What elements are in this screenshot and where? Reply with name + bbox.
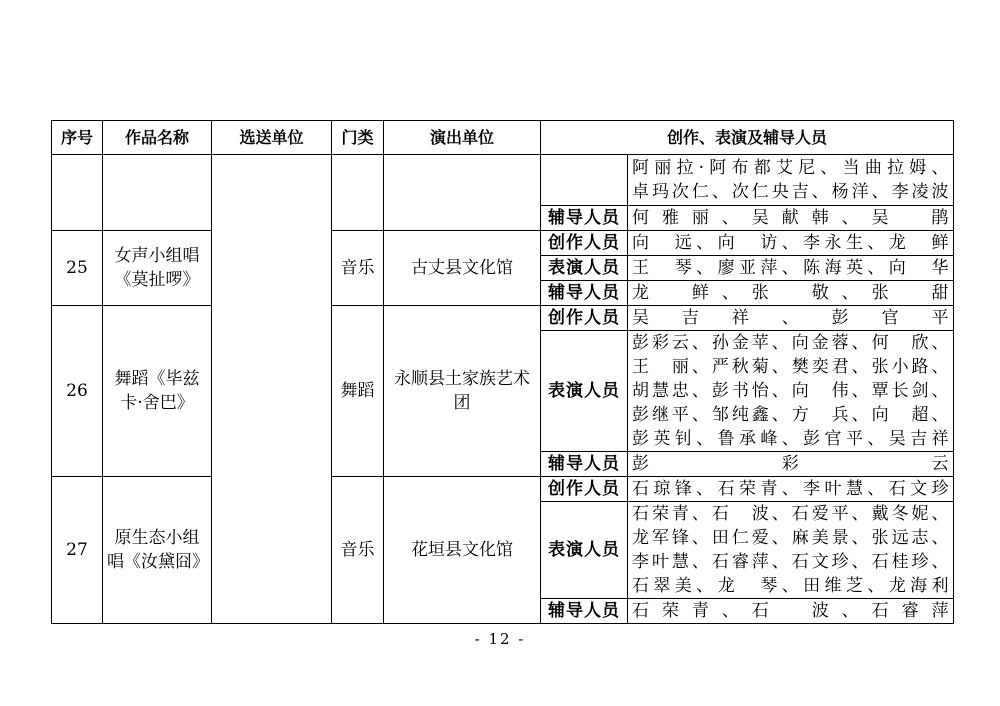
page-number: - 12 - xyxy=(474,630,526,648)
performer-line: 石翠美、龙 琴、田维芝、龙海利 xyxy=(632,576,950,596)
header-title: 作品名称 xyxy=(103,121,212,155)
performer-line: 彭彩云、孙金苹、向金蓉、何 欣、 xyxy=(632,333,950,353)
performer-line: 王 丽、严秋菊、樊奕君、张小路、 xyxy=(632,357,950,377)
role-perform: 表演人员 xyxy=(541,331,628,452)
cell-guides: 彭彩云 xyxy=(628,452,954,477)
role-guide: 辅导人员 xyxy=(541,281,628,306)
performer-line: 胡慧忠、彭书怡、向 伟、覃长剑、 xyxy=(632,381,950,401)
role-create: 创作人员 xyxy=(541,231,628,256)
performer-line: 彭继平、邹纯鑫、方 兵、向 超、 xyxy=(632,405,950,425)
cell-unit: 花垣县文化馆 xyxy=(384,477,541,624)
cell-unit: 古丈县文化馆 xyxy=(384,231,541,306)
header-performing-unit: 演出单位 xyxy=(384,121,541,155)
cell-category: 音乐 xyxy=(332,231,384,306)
role-guide: 辅导人员 xyxy=(541,599,628,624)
role-perform: 表演人员 xyxy=(541,256,628,281)
table-row xyxy=(52,231,954,256)
cell-title: 女声小组唱《莫扯啰》 xyxy=(103,231,212,306)
cell-no-cont xyxy=(52,155,103,231)
cell-title: 舞蹈《毕兹卡·舍巴》 xyxy=(103,306,212,477)
cell-performers-cont xyxy=(628,155,954,206)
cell-no: 25 xyxy=(52,231,103,306)
role-create: 创作人员 xyxy=(541,306,628,331)
role-guide: 辅导人员 xyxy=(541,206,628,231)
cell-category: 舞蹈 xyxy=(332,306,384,477)
table-row xyxy=(52,477,954,502)
role-create: 创作人员 xyxy=(541,477,628,502)
performer-line: 阿丽拉·阿布都艾尼、当曲拉姆、 xyxy=(632,158,950,178)
cell-performers xyxy=(628,502,954,599)
cell-creators: 石琼锋、石荣青、李叶慧、石文珍 xyxy=(628,477,954,502)
cell-category: 音乐 xyxy=(332,477,384,624)
cell-category-cont xyxy=(332,155,384,231)
performer-line: 彭英钊、鲁承峰、彭官平、吴吉祥 xyxy=(632,429,950,449)
cell-role-empty xyxy=(541,155,628,206)
cell-performers xyxy=(628,331,954,452)
header-submitting-unit: 选送单位 xyxy=(212,121,332,155)
performer-line: 卓玛次仁、次仁央吉、杨洋、李凌波 xyxy=(632,182,950,202)
cell-guides: 石荣青、石 波、石睿萍 xyxy=(628,599,954,624)
cell-no: 27 xyxy=(52,477,103,624)
performer-line: 石荣青、石 波、石爱平、戴冬妮、 xyxy=(632,504,950,524)
program-table xyxy=(51,120,954,624)
cell-title-cont xyxy=(103,155,212,231)
cell-unit-cont xyxy=(384,155,541,231)
cell-guides: 何雅丽、吴献韩、吴 鹃 xyxy=(628,206,954,231)
cell-title: 原生态小组唱《汝黛囧》 xyxy=(103,477,212,624)
role-guide: 辅导人员 xyxy=(541,452,628,477)
role-perform: 表演人员 xyxy=(541,502,628,599)
cell-no: 26 xyxy=(52,306,103,477)
performer-line: 龙军锋、田仁爱、麻美景、张远志、 xyxy=(632,528,950,548)
header-staff: 创作、表演及辅导人员 xyxy=(541,121,954,155)
header-category: 门类 xyxy=(332,121,384,155)
cell-submitting-unit xyxy=(212,155,332,624)
table-row xyxy=(52,155,954,206)
cell-guides: 龙 鲜、张 敬、张 甜 xyxy=(628,281,954,306)
header-no: 序号 xyxy=(52,121,103,155)
cell-performers: 王 琴、廖亚萍、陈海英、向 华 xyxy=(628,256,954,281)
table-row xyxy=(52,306,954,331)
performer-line: 李叶慧、石睿萍、石文珍、石桂珍、 xyxy=(632,552,950,572)
cell-creators: 吴吉祥、彭官平 xyxy=(628,306,954,331)
header-row xyxy=(52,121,954,155)
cell-unit: 永顺县土家族艺术团 xyxy=(384,306,541,477)
cell-creators: 向 远、向 访、李永生、龙 鲜 xyxy=(628,231,954,256)
